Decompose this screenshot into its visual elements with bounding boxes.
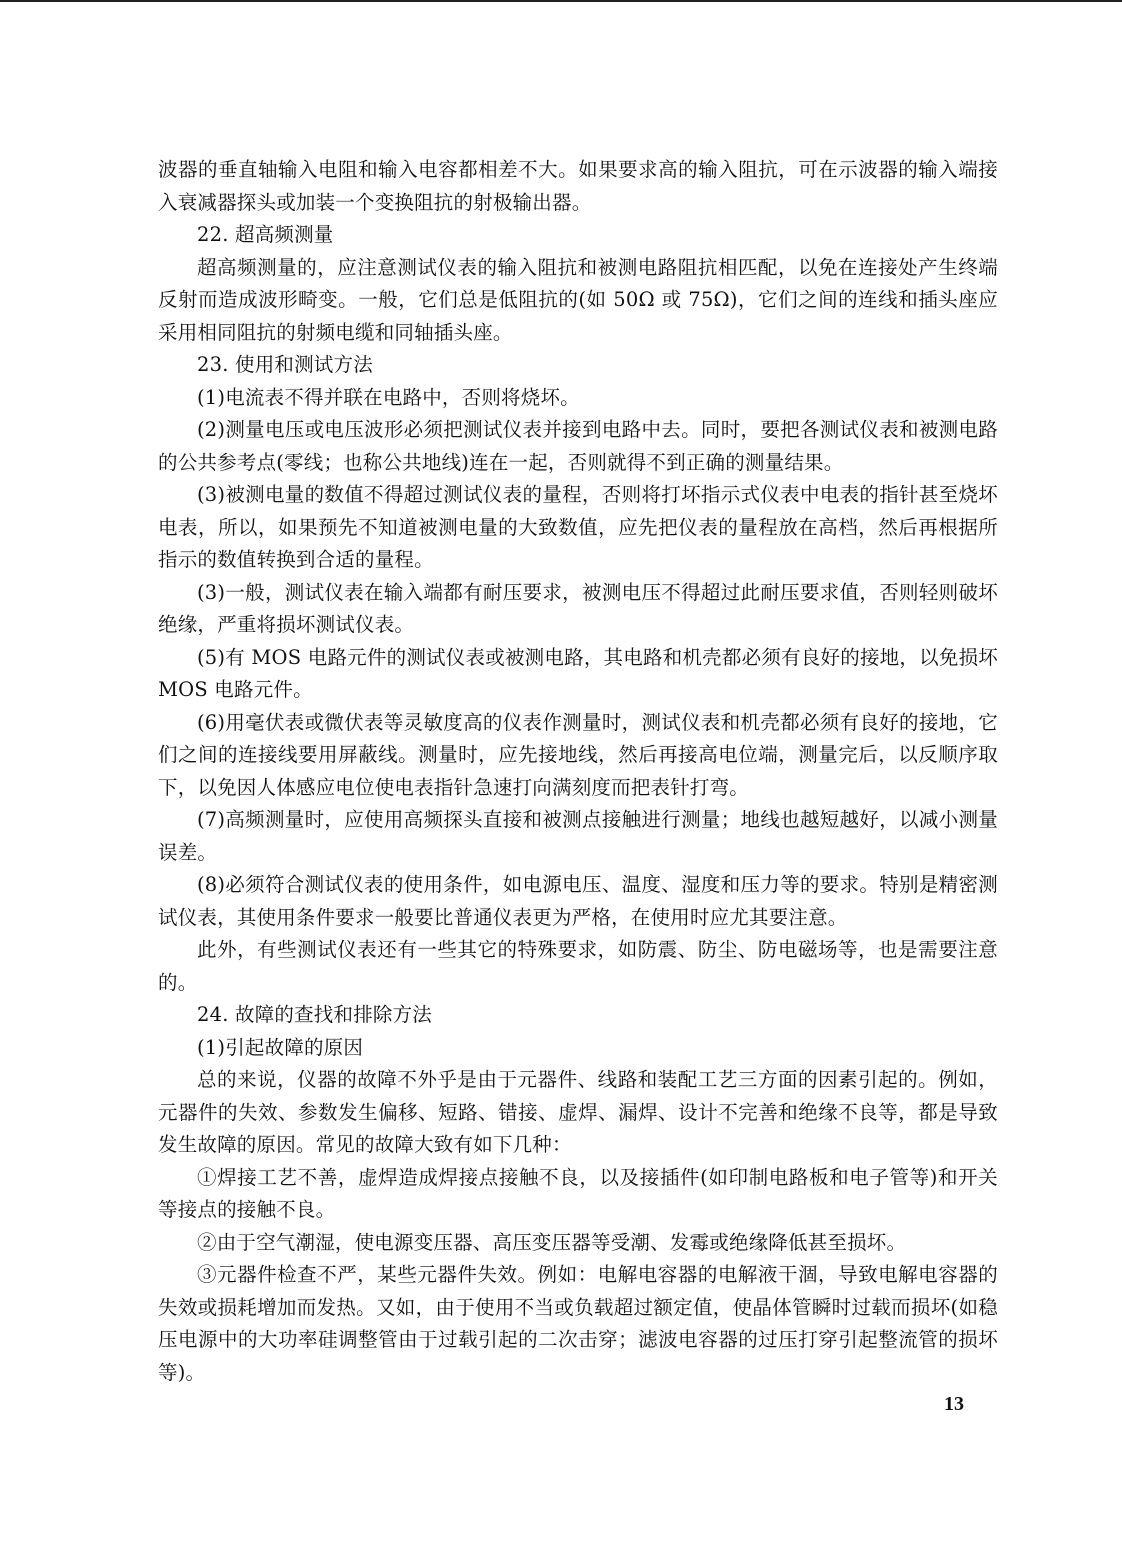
section-heading-23: 23. 使用和测试方法	[197, 353, 373, 376]
document-body	[158, 154, 998, 1389]
list-item-3: (3)被测电量的数值不得超过测试仪表的量程，否则将打坏指示式仪表中电表的指针甚至烧坏电表，所以，如果预先不知道被测电量的大致数值，应先把仪表的量程放在高档，然后再根据所指示的数值转换到合适的量程。	[158, 483, 998, 571]
list-item-5: (5)有 MOS 电路元件的测试仪表或被测电路，其电路和机壳都必须有良好的接地，以免损坏MOS 电路元件。	[158, 645, 998, 701]
section-heading-24: 24. 故障的查找和排除方法	[197, 1003, 433, 1026]
paragraph-additional: 此外，有些测试仪表还有一些其它的特殊要求，如防震、防尘、防电磁场等，也是需要注意的。	[158, 938, 998, 994]
fault-item-1: ①焊接工艺不善，虚焊造成焊接点接触不良，以及接插件(如印制电路板和电子管等)和开关等接点的接触不良。	[158, 1165, 998, 1221]
list-item-3b: (3)一般，测试仪表在输入端都有耐压要求，被测电压不得超过此耐压要求值，否则轻则破坏绝缘，严重将损坏测试仪表。	[158, 580, 998, 636]
page-number: 13	[944, 1393, 964, 1415]
paragraph-continuation: 波器的垂直轴输入电阻和输入电容都相差不大。如果要求高的输入阻抗，可在示波器的输入端接入衰减器探头或加装一个变换阻抗的射极输出器。	[158, 158, 998, 214]
subsection-heading-causes: (1)引起故障的原因	[197, 1035, 364, 1059]
fault-item-2: ②由于空气潮湿，使电源变压器、高压变压器等受潮、发霉或绝缘降低甚至损坏。	[197, 1230, 907, 1254]
list-item-8: (8)必须符合测试仪表的使用条件，如电源电压、温度、湿度和压力等的要求。特别是精密测试仪表，其使用条件要求一般要比普通仪表更为严格，在使用时应尤其要注意。	[158, 873, 998, 929]
paragraph: 超高频测量的，应注意测试仪表的输入阻抗和被测电路阻抗相匹配，以免在连接处产生终端反射而造成波形畸变。一般，它们总是低阻抗的(如 50Ω 或 75Ω)，它们之间的连线和插头座应采用相同阻抗的射频电缆和同轴插头座。	[158, 255, 998, 344]
list-item-2: (2)测量电压或电压波形必须把测试仪表并接到电路中去。同时，要把各测试仪表和被测电路的公共参考点(零线；也称公共地线)连在一起，否则就得不到正确的测量结果。	[158, 418, 998, 474]
fault-item-3: ③元器件检查不严，某些元器件失效。例如：电解电容器的电解液干涸，导致电解电容器的失效或损耗增加而发热。又如，由于使用不当或负载超过额定值，使晶体管瞬时过载而损坏(如稳压电源中的大功率硅调整管由于过载引起的二次击穿；滤波电容器的过压打穿引起整流管的损坏等)。	[158, 1263, 998, 1384]
section-heading-22: 22. 超高频测量	[197, 223, 334, 246]
list-item-7: (7)高频测量时，应使用高频探头直接和被测点接触进行测量；地线也越短越好，以减小测量误差。	[158, 808, 998, 864]
paragraph-causes: 总的来说，仪器的故障不外乎是由于元器件、线路和装配工艺三方面的因素引起的。例如，元器件的失效、参数发生偏移、短路、错接、虚焊、漏焊、设计不完善和绝缘不良等，都是导致发生故障的原因。常见的故障大致有如下几种：	[158, 1068, 998, 1156]
top-border-rule	[0, 0, 1122, 2]
list-item-6: (6)用毫伏表或微伏表等灵敏度高的仪表作测量时，测试仪表和机壳都必须有良好的接地，它们之间的连接线要用屏蔽线。测量时，应先接地线，然后再接高电位端，测量完后，以反顺序取下，以免因人体感应电位使电表指针急速打向满刻度而把表针打弯。	[158, 710, 998, 799]
list-item-1: (1)电流表不得并联在电路中，否则将烧坏。	[197, 385, 580, 409]
